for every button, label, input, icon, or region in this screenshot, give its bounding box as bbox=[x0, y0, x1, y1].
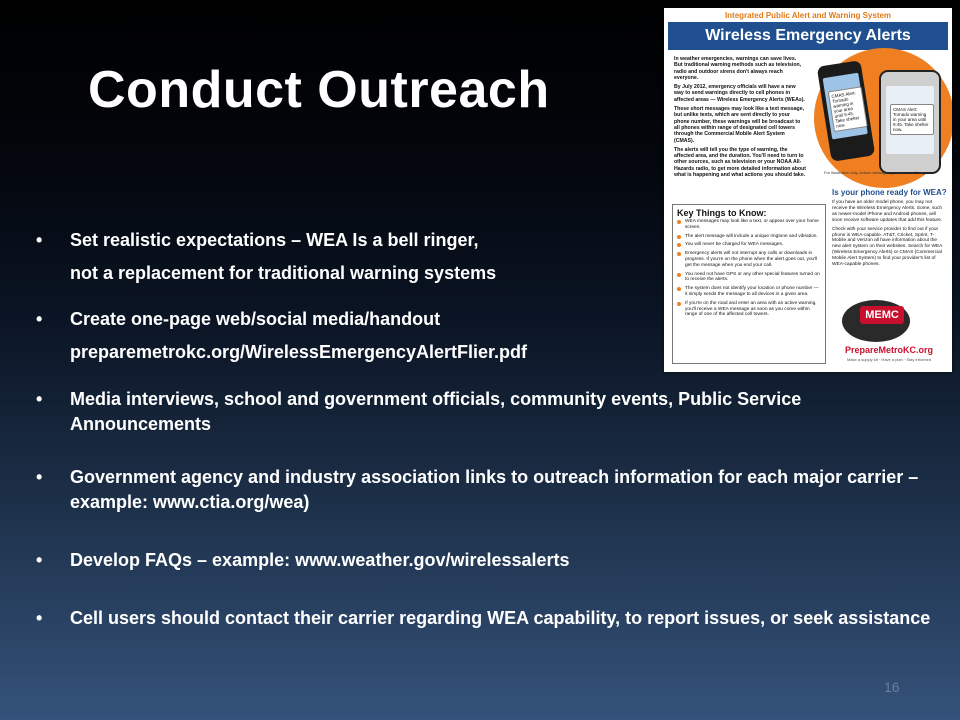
memc-badge: MEMC bbox=[860, 306, 904, 324]
flyer-intro-paragraph: These short messages may look like a text message, but unlike texts, which are sent directly to your phone number, these warnings will be broadcast to all phones within range of designated cell towers through the Commercial Mobile Alert System (CMAS). bbox=[674, 106, 805, 144]
key-item bbox=[677, 301, 821, 318]
bullet-item bbox=[36, 548, 946, 573]
bullet-glyph: • bbox=[36, 230, 43, 250]
orange-bullet-icon bbox=[677, 273, 681, 277]
phone-screen bbox=[886, 86, 934, 154]
slide-title: Conduct Outreach bbox=[88, 61, 550, 119]
phone-ready-heading: Is your phone ready for WEA? bbox=[832, 188, 947, 197]
bullet-item bbox=[36, 307, 680, 365]
key-item-text: You will never be charged for WEA messages. bbox=[685, 242, 784, 248]
flyer-intro-paragraph: By July 2012, emergency officials will have a new way to send warnings directly to cell phones in affected areas — Wireless Emergency Alerts (WEAs). bbox=[674, 84, 805, 103]
key-item bbox=[677, 234, 821, 240]
bullet-text: Set realistic expectations – WEA Is a bell ringer, bbox=[70, 230, 479, 250]
flyer-supertitle: Integrated Public Alert and Warning System bbox=[724, 11, 892, 20]
preparemetrokc-logo: PrepareMetroKC.org bbox=[844, 345, 934, 355]
bullet-glyph: • bbox=[36, 550, 43, 570]
key-item-text: You need not have GPS or any other special features turned on to receive the alerts. bbox=[685, 271, 820, 283]
bullet-text: Develop FAQs – example: www.weather.gov/wirelessalerts bbox=[70, 550, 570, 570]
bullet-glyph: • bbox=[36, 309, 43, 329]
orange-bullet-icon bbox=[677, 235, 681, 239]
bullet-item bbox=[36, 387, 946, 437]
bullet-item bbox=[36, 228, 630, 286]
bullet-link-text: preparemetrokc.org/WirelessEmergencyAlertFlier.pdf bbox=[70, 342, 528, 362]
flyer-intro-paragraph: The alerts will tell you the type of warning, the affected area, and the duration. You'll need to turn to other sources, such as television or your NOAA All-Hazards radio, to get more detailed information about what is happening and what actions you should take. bbox=[674, 146, 807, 179]
key-item-text: WEA messages may look like a text, or appear over your home screen. bbox=[685, 219, 819, 230]
orange-bullet-icon bbox=[677, 302, 681, 306]
bullet-glyph: • bbox=[36, 389, 43, 409]
orange-bullet-icon bbox=[677, 252, 681, 256]
flyer-intro-paragraph: In weather emergencies, warnings can save lives. But traditional warning methods such as television, radio and outdoor sirens don't always reach everyone. bbox=[674, 56, 802, 81]
bullet-text: Government agency and industry association links to outreach information for each major carrier – example: www.ctia.org/wea) bbox=[70, 467, 919, 512]
orange-bullet-icon bbox=[677, 287, 681, 291]
bullet-item bbox=[36, 606, 946, 631]
phone-ready-paragraph: If you have an older model phone, you may not receive the Wireless Emergency Alerts. Some, such as newer-model iPhone and Android phones, will soon receive software updates that add this feature. bbox=[832, 200, 943, 223]
bullet-text: Media interviews, school and government officials, community events, Public Service Announcements bbox=[70, 389, 802, 434]
key-item bbox=[677, 242, 821, 248]
orange-bullet-icon bbox=[677, 243, 681, 247]
key-item bbox=[677, 219, 821, 231]
smartphone-icon bbox=[879, 70, 941, 174]
key-item-text: If you're on the road and enter an area with an active warning, you'll receive a WEA message as soon as you come within range of one of the affected cell towers. bbox=[685, 300, 817, 318]
bullet-glyph: • bbox=[36, 467, 43, 487]
key-things-box bbox=[672, 204, 826, 364]
phone-alert-message: CMAS Alert: Tornado warning in your area until 9:45. Take shelter now. bbox=[828, 86, 868, 132]
key-things-title: Key Things to Know: bbox=[677, 208, 767, 218]
orange-bullet-icon bbox=[677, 220, 681, 224]
flyer-intro bbox=[674, 56, 806, 181]
bullet-text: Create one-page web/social media/handout bbox=[70, 309, 441, 329]
phone-caption: For illustration only. Actual message appearance will vary. bbox=[824, 170, 927, 175]
key-item bbox=[677, 251, 821, 268]
flyer-banner: Wireless Emergency Alerts bbox=[668, 22, 948, 50]
logo-tagline: Make a supply kit · Have a plan · Stay informed bbox=[846, 357, 932, 362]
wea-flyer-image bbox=[664, 8, 952, 372]
bullet-text: Cell users should contact their carrier regarding WEA capability, to report issues, or seek assistance bbox=[70, 608, 931, 628]
page-number: 16 bbox=[884, 679, 900, 695]
key-item-text: The system does not identify your location or phone number — it simply sends the message to all devices in a given area. bbox=[685, 286, 819, 297]
bullet-glyph: • bbox=[36, 608, 43, 628]
key-item-text: Emergency alerts will not interrupt any calls or downloads in progress. If you're on the phone when the alert goes out, you'll get the message when you end your call. bbox=[685, 251, 818, 268]
phone-screen bbox=[823, 73, 868, 140]
key-item-text: The alert message will include a unique ringtone and vibration. bbox=[685, 233, 818, 239]
phone-alert-message: CMAS Alert: Tornado warning in your area until 9:45. Take shelter now. bbox=[890, 104, 934, 135]
phone-ready-paragraph: Check with your service provider to find out if your phone is WEA-capable. AT&T, Cricket, Sprint, T-Mobile and Verizon all have information about the new alert system on their websites. Search for WEA (Wireless Emergency Alerts) or CMAS (Commercial Mobile Alert System) to find your provider's list of WEA-capable phones. bbox=[832, 226, 943, 268]
phone-ready-text bbox=[832, 200, 946, 271]
key-item bbox=[677, 272, 821, 284]
key-item bbox=[677, 286, 821, 298]
bullet-item bbox=[36, 465, 946, 515]
bullet-text-cont: not a replacement for traditional warning systems bbox=[70, 263, 497, 283]
